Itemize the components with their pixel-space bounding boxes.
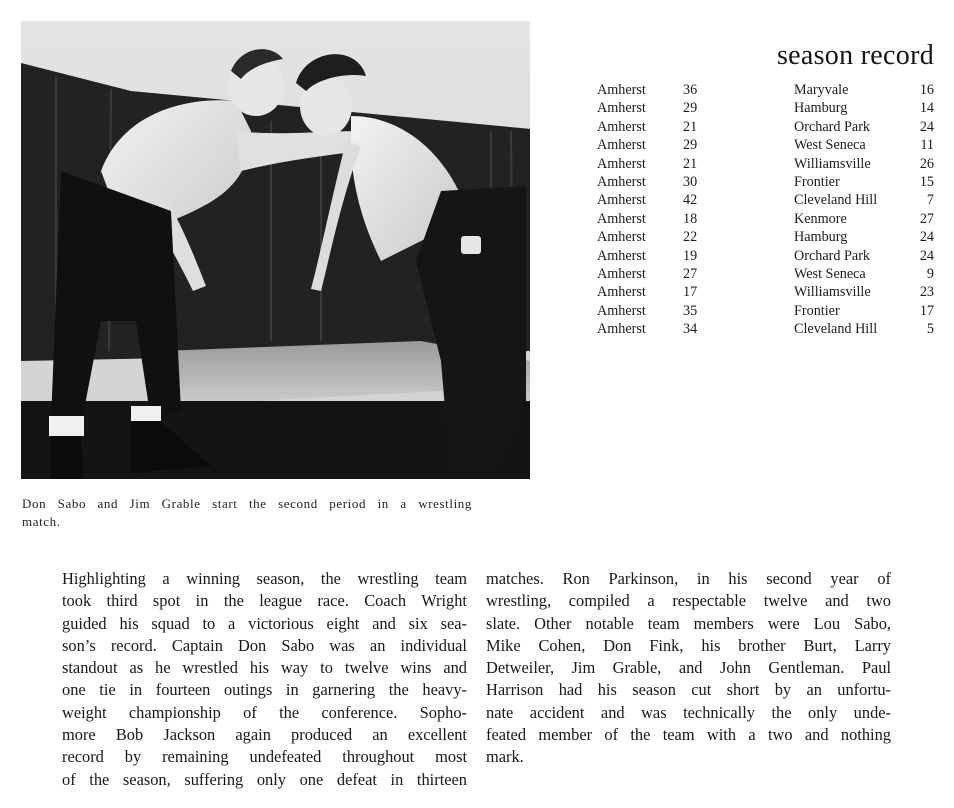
record-row-home (597, 155, 701, 173)
home-team: Amherst (597, 321, 646, 338)
opponent-team: Maryvale (794, 82, 849, 98)
home-team: Amherst (597, 229, 646, 246)
opponent-score: 24 (919, 229, 934, 246)
opponent-team: Orchard Park (794, 247, 871, 264)
opponent-score: 24 (919, 118, 934, 135)
record-row-home (597, 302, 701, 320)
record-row-home (597, 320, 701, 338)
home-score: 27 (683, 265, 698, 282)
article-line: standout as he wrestled his way to twelve wins and (62, 658, 467, 678)
opponent-score: 26 (919, 155, 934, 172)
home-score: 21 (683, 118, 698, 135)
home-team: Amherst (597, 155, 646, 172)
home-score: 30 (683, 173, 698, 190)
opponent-score: 5 (926, 321, 934, 338)
article-line: weight championship of the conference. Sopho- (62, 702, 467, 722)
opponent-team: West Seneca (794, 265, 866, 282)
record-row-opponent (794, 173, 934, 191)
home-score: 35 (683, 302, 698, 319)
opponent-team: Frontier (794, 302, 840, 319)
article-left-column (62, 568, 467, 791)
season-record-home-column (597, 81, 701, 338)
record-row-home (597, 228, 701, 246)
record-row-opponent (794, 99, 934, 117)
record-row-home (597, 118, 701, 136)
record-row-home (597, 265, 701, 283)
article-line: Mike Cohen, Don Fink, his brother Burt, Larry (486, 635, 891, 655)
record-row-opponent (794, 265, 934, 283)
wrestling-photo (21, 21, 530, 479)
home-team: Amherst (597, 247, 646, 264)
article-line: Harrison had his season cut short by an unfortu- (486, 680, 891, 700)
record-row-opponent (794, 302, 934, 320)
home-score: 42 (683, 192, 698, 209)
opponent-score: 9 (926, 265, 934, 282)
caption-line: Don Sabo and Jim Grable start the second period in a wrestling (22, 496, 472, 511)
article-line: matches. Ron Parkinson, in his second year of (486, 569, 891, 588)
opponent-team: Hamburg (794, 100, 848, 117)
record-row-home (597, 99, 701, 117)
opponent-score: 17 (919, 302, 934, 319)
record-row-home (597, 283, 701, 301)
opponent-score: 7 (926, 192, 934, 209)
opponent-team: Cleveland Hill (794, 192, 878, 209)
article-line: record by remaining undefeated throughout most (62, 747, 467, 767)
home-team: Amherst (597, 210, 646, 227)
opponent-team: Kenmore (794, 210, 847, 227)
article-line: son’s record. Captain Don Sabo was an individual (62, 635, 467, 655)
season-record-opponent-column (794, 81, 934, 338)
season-record-title: season record (776, 40, 934, 71)
article-line: more Bob Jackson again produced an excellent (62, 725, 467, 745)
opponent-score: 16 (919, 82, 934, 98)
opponent-team: Orchard Park (794, 118, 871, 135)
record-row-home (597, 247, 701, 265)
caption-line: match. (22, 514, 61, 529)
article-line: slate. Other notable team members were Lou Sabo, (486, 613, 891, 633)
opponent-team: Williamsville (794, 155, 871, 172)
home-team: Amherst (597, 284, 646, 301)
record-row-home (597, 191, 701, 209)
opponent-team: Frontier (794, 173, 840, 190)
opponent-score: 15 (919, 173, 934, 190)
record-row-opponent (794, 228, 934, 246)
article-line: mark. (486, 747, 524, 767)
home-score: 22 (683, 229, 698, 246)
home-score: 29 (683, 100, 698, 117)
home-team: Amherst (597, 192, 646, 209)
opponent-score: 27 (919, 210, 934, 227)
home-score: 36 (683, 82, 698, 98)
record-row-opponent (794, 155, 934, 173)
home-score: 34 (683, 321, 698, 338)
opponent-team: West Seneca (794, 137, 866, 154)
record-row-home (597, 136, 701, 154)
opponent-team: Cleveland Hill (794, 321, 878, 338)
record-row-opponent (794, 283, 934, 301)
article-line: took third spot in the league race. Coach Wright (62, 591, 467, 611)
home-score: 18 (683, 210, 698, 227)
record-row-opponent (794, 136, 934, 154)
home-team: Amherst (597, 118, 646, 135)
home-team: Amherst (597, 302, 646, 319)
record-row-opponent (794, 191, 934, 209)
opponent-score: 24 (919, 247, 934, 264)
home-team: Amherst (597, 173, 646, 190)
article-line: feated member of the team with a two and nothing (486, 725, 891, 745)
record-row-opponent (794, 320, 934, 338)
article-line: of the season, suffering only one defeat in thirteen (62, 769, 467, 789)
article-right-column (486, 568, 891, 769)
article-line: Highlighting a winning season, the wrestling team (62, 569, 467, 588)
home-score: 19 (683, 247, 698, 264)
opponent-score: 23 (919, 284, 934, 301)
record-row-home (597, 210, 701, 228)
opponent-team: Williamsville (794, 284, 871, 301)
photo-caption (22, 495, 472, 531)
wrestling-photo-illustration (21, 21, 530, 479)
article-line: wrestling, compiled a respectable twelve and two (486, 591, 891, 611)
record-row-opponent (794, 247, 934, 265)
home-score: 17 (683, 284, 698, 301)
home-team: Amherst (597, 100, 646, 117)
opponent-team: Hamburg (794, 229, 848, 246)
home-team: Amherst (597, 82, 646, 98)
article-line: Detweiler, Jim Grable, and John Gentleman. Paul (486, 658, 891, 678)
home-score: 21 (683, 155, 698, 172)
home-team: Amherst (597, 265, 646, 282)
record-row-opponent (794, 81, 934, 99)
article-line: guided his squad to a victorious eight and six sea- (62, 613, 467, 633)
home-team: Amherst (597, 137, 646, 154)
home-score: 29 (683, 137, 698, 154)
record-row-home (597, 81, 701, 99)
record-row-home (597, 173, 701, 191)
opponent-score: 14 (919, 100, 934, 117)
record-row-opponent (794, 210, 934, 228)
article-line: nate accident and was technically the only unde- (486, 702, 891, 722)
record-row-opponent (794, 118, 934, 136)
article-line: one tie in fourteen outings in garnering the heavy- (62, 680, 467, 700)
opponent-score: 11 (920, 137, 934, 154)
